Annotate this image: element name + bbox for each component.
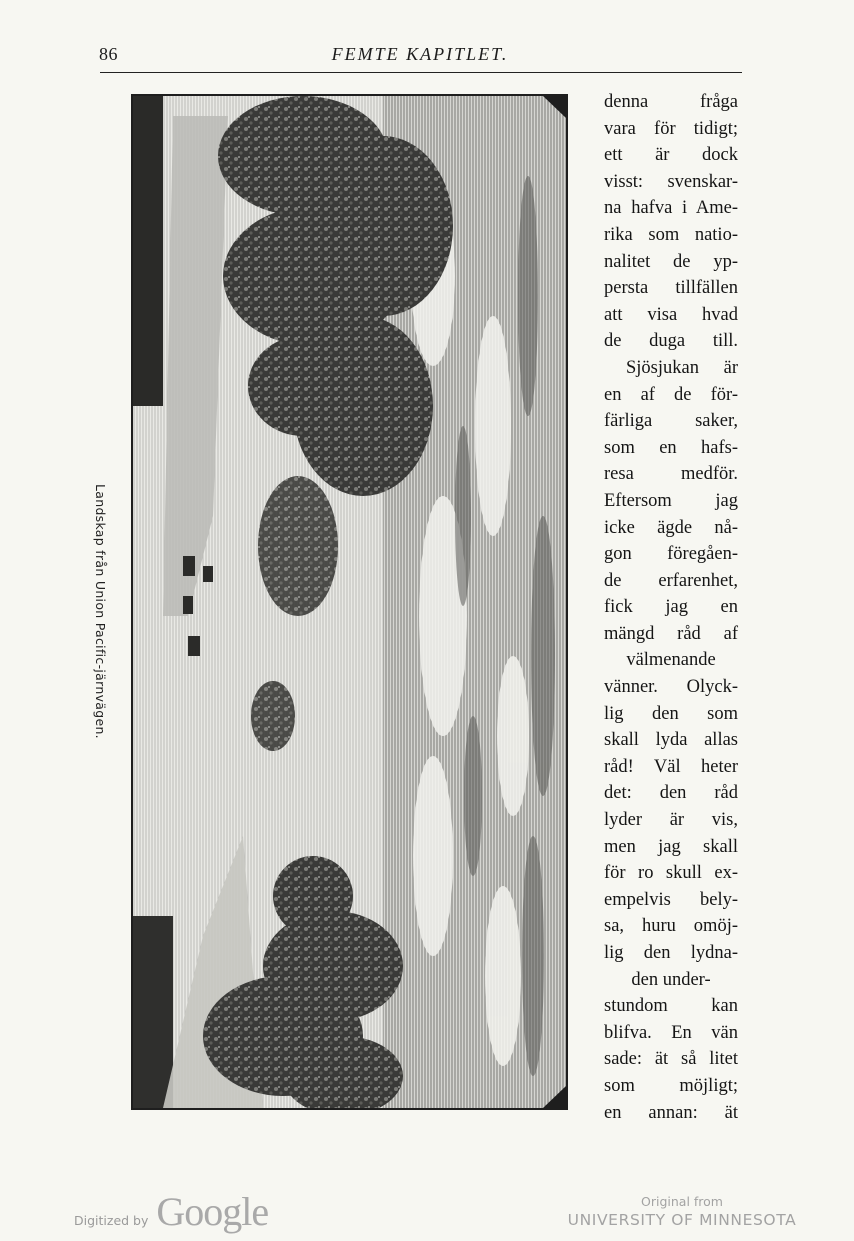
text-line: lig den som bbox=[604, 703, 738, 724]
text-line: en af de för- bbox=[604, 384, 738, 405]
text-line: för ro skull ex- bbox=[604, 863, 738, 884]
text-line: mängd råd af bbox=[604, 623, 738, 644]
text-line: färliga saker, bbox=[604, 411, 738, 432]
text-line: nalitet de yp- bbox=[604, 251, 738, 272]
google-logo: Google bbox=[156, 1189, 269, 1234]
text-line: na hafva i Ame- bbox=[604, 198, 738, 219]
original-from-label: Original from bbox=[641, 1194, 723, 1209]
text-line: fick jag en bbox=[604, 597, 738, 618]
text-line: sade: ät så litet bbox=[604, 1049, 738, 1070]
text-line: sa, huru omöj- bbox=[604, 916, 738, 937]
text-line: empelvis bely- bbox=[604, 889, 738, 910]
text-line: denna fråga bbox=[604, 92, 738, 112]
running-title: FEMTE KAPITLET. bbox=[331, 44, 509, 64]
text-line: välmenande bbox=[626, 650, 716, 671]
text-line: lig den lydna- bbox=[604, 943, 738, 963]
text-line: det: den råd bbox=[604, 783, 738, 804]
text-line: Eftersom jag bbox=[604, 490, 738, 511]
university-label: UNIVERSITY OF MINNESOTA bbox=[567, 1211, 797, 1229]
text-line: råd! Väl heter bbox=[604, 756, 738, 777]
header-rule bbox=[100, 72, 742, 73]
text-line: visst: svenskar- bbox=[604, 171, 738, 192]
text-line: som möjligt; bbox=[604, 1075, 738, 1096]
text-line: blifva. En vän bbox=[604, 1022, 738, 1043]
text-line: skall lyda allas bbox=[604, 730, 738, 751]
text-line: den under- bbox=[631, 969, 711, 990]
text-line: ett är dock bbox=[604, 145, 738, 166]
text-line: vara för tidigt; bbox=[604, 118, 738, 139]
engraving-illustration bbox=[131, 94, 568, 1110]
text-line: de duga till. bbox=[604, 331, 738, 352]
text-line: resa medför. bbox=[604, 464, 738, 485]
text-line: icke ägde nå- bbox=[604, 517, 738, 538]
text-line: Sjösjukan är bbox=[626, 357, 738, 378]
landscape-engraving bbox=[133, 96, 566, 1108]
digitized-by-label: Digitized by bbox=[74, 1213, 149, 1228]
text-line: persta tillfällen bbox=[604, 278, 738, 299]
illustration-caption: Landskap från Union Pacific-järnvägen. bbox=[93, 484, 108, 739]
text-line: de erfarenhet, bbox=[604, 570, 738, 591]
text-line: en annan: ät bbox=[604, 1102, 738, 1123]
page-number: 86 bbox=[99, 44, 118, 64]
text-line: lyder är vis, bbox=[604, 810, 738, 831]
text-line: rika som natio- bbox=[604, 224, 738, 245]
text-line: som en hafs- bbox=[604, 437, 738, 458]
body-text-column bbox=[604, 89, 738, 1126]
text-line: vänner. Olyck- bbox=[604, 677, 738, 698]
text-line: stundom kan bbox=[604, 996, 738, 1017]
original-from-footer bbox=[560, 1194, 804, 1229]
text-line: gon föregåen- bbox=[604, 544, 738, 565]
digitized-by-footer bbox=[74, 1188, 268, 1235]
text-line: att visa hvad bbox=[604, 304, 738, 325]
text-line: men jag skall bbox=[604, 836, 738, 857]
